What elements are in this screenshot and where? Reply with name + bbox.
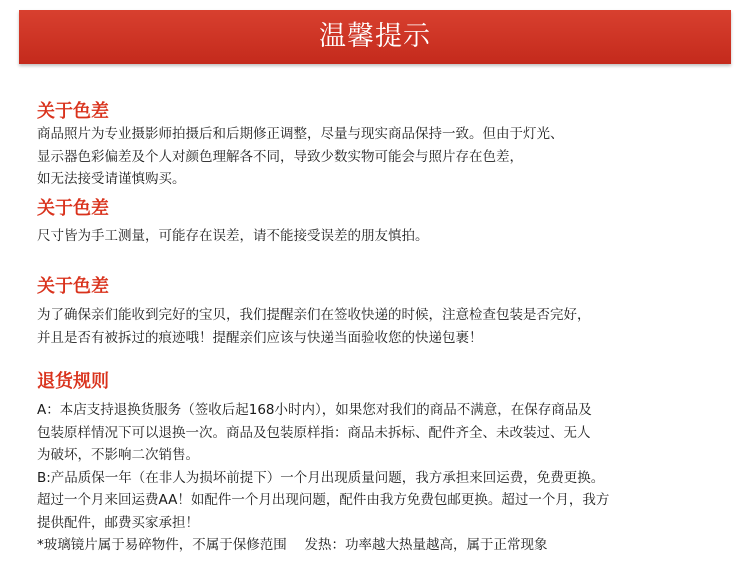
section-heading-return-policy: 退货规则	[37, 371, 109, 392]
banner-title: 温馨提示	[319, 21, 431, 52]
section-heading-color-difference: 关于色差	[37, 101, 109, 122]
body-line: 商品照片为专业摄影师拍摄后和后期修正调整，尽量与现实商品保持一致。但由于灯光、	[37, 126, 564, 142]
body-line: 为了确保亲们能收到完好的宝贝，我们提醒亲们在签收快递的时候，注意检查包装是否完好，	[37, 307, 591, 323]
body-line: 尺寸皆为手工测量，可能存在误差，请不能接受误差的朋友慎拍。	[37, 228, 429, 244]
body-line: 如无法接受请谨慎购买。	[37, 171, 186, 187]
body-line: A：本店支持退换货服务（签收后起168小时内），如果您对我们的商品不满意，在保存商品及	[37, 402, 592, 418]
section-body-return-policy	[37, 399, 609, 557]
section-body-size	[37, 225, 429, 248]
body-line: 显示器色彩偏差及个人对颜色理解各不同，导致少数实物可能会与照片存在色差，	[37, 148, 523, 165]
body-line: 超过一个月来回运费AA！如配件一个月出现问题，配件由我方免费包邮更换。超过一个月，我方	[37, 492, 610, 508]
body-line: *玻璃镜片属于易碎物件，不属于保修范围 发热：功率越大热量越高，属于正常现象	[37, 537, 548, 553]
title-banner	[19, 10, 731, 64]
body-line: 提供配件，邮费买家承担！	[37, 514, 199, 531]
body-line: 并且是否有被拆过的痕迹哦！提醒亲们应该与快递当面验收您的快递包裹！	[37, 329, 483, 346]
section-body-color-difference	[37, 123, 564, 191]
section-heading-size: 关于色差	[37, 198, 109, 219]
body-line: B:产品质保一年（在非人为损坏前提下）一个月出现质量问题，我方承担来回运费，免费更换。	[37, 469, 605, 486]
body-line: 为破坏，不影响二次销售。	[37, 447, 199, 463]
section-body-delivery	[37, 304, 591, 349]
section-heading-delivery: 关于色差	[37, 276, 109, 297]
body-line: 包装原样情况下可以退换一次。商品及包装原样指：商品未拆标、配件齐全、未改装过、无人	[37, 424, 591, 441]
